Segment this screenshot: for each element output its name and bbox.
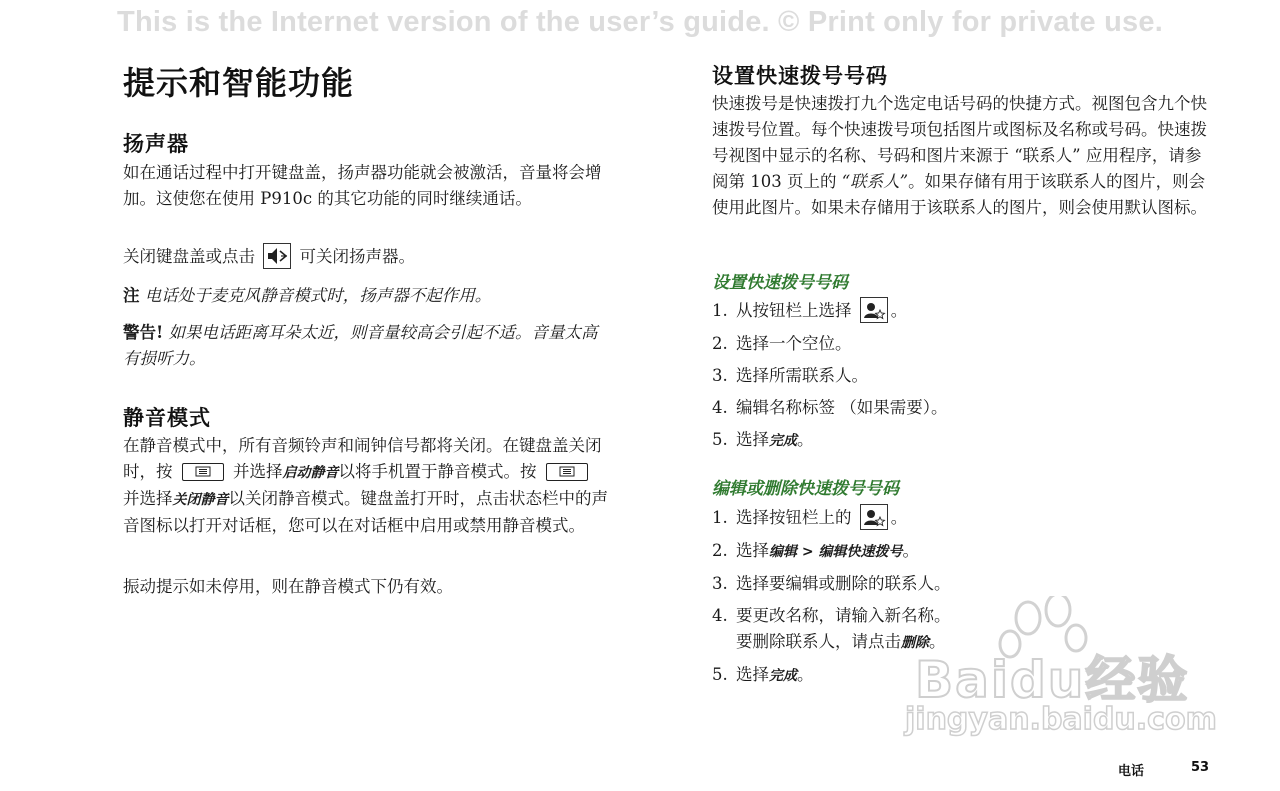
- deactivate-silent-command: 关闭静音: [172, 492, 229, 508]
- step-text: 选择: [736, 429, 769, 449]
- menu-key-icon: [546, 463, 588, 481]
- set-speed-dial-subheading: 设置快速拨号号码: [712, 273, 848, 293]
- internet-version-watermark: This is the Internet version of the user’s guide. © Print only for private use.: [117, 6, 1163, 38]
- speed-dial-intro-text: 快速拨号是快速拨打九个选定电话号码的快捷方式。视图包含九个快速拨号位置。每个快速拨号项包括图片或图标及名称或号码。快速拨号视图中显示的名称、号码和图片来源于 “联系人” 应用程序，请参阅第 103 页上的: [712, 94, 1207, 191]
- step-text-end: 。: [797, 664, 814, 684]
- list-item: [712, 505, 1212, 532]
- silent-mode-heading: 静音模式: [123, 406, 211, 430]
- done-command: 完成: [769, 667, 797, 684]
- speaker-heading: 扬声器: [123, 132, 189, 156]
- list-item: [712, 571, 1212, 597]
- step-text-end: 。: [890, 508, 908, 527]
- step-number: 4.: [712, 605, 728, 625]
- list-item: [712, 538, 1212, 565]
- list-item: [712, 363, 1212, 389]
- step-number: 5.: [712, 664, 728, 684]
- step-text-end: 。: [797, 429, 814, 449]
- list-item: [712, 395, 1212, 421]
- note-text: 电话处于麦克风静音模式时，扬声器不起作用。: [144, 286, 492, 305]
- step-text-end: 。: [929, 631, 946, 651]
- step-number: 3.: [712, 573, 728, 593]
- edit-delete-speed-dial-subheading: 编辑或删除快速拨号号码: [712, 479, 899, 499]
- list-item: [712, 427, 1212, 454]
- speed-dial-icon: [860, 297, 888, 323]
- step-text: 选择所需联系人。: [736, 365, 868, 385]
- list-item: [712, 331, 1212, 357]
- speaker-close-text: 关闭键盘盖或点击: [123, 247, 255, 266]
- silent-text-3: 以将手机置于静音模式。按: [338, 462, 537, 481]
- step-number: 5.: [712, 429, 728, 449]
- speed-dial-intro: [712, 91, 1210, 221]
- step-text-end: 。: [902, 540, 919, 560]
- speaker-close-paragraph: [123, 244, 613, 271]
- baidu-url-watermark: jingyan.baidu.com: [905, 702, 1217, 737]
- done-command: 完成: [769, 432, 797, 449]
- delete-command: 删除: [901, 634, 929, 651]
- baidu-jingyan-watermark: Baidu经验: [915, 651, 1190, 709]
- silent-text-1: 在静音模式中，所有音频铃声和闹钟信号都将关闭。在键盘盖关闭时，按: [123, 436, 602, 481]
- step-number: 2.: [712, 333, 728, 353]
- silent-text-5: 以关闭静音模式。键盘盖打开时，点击状态栏中的声音图标以打开对话框，您可以在对话框中启用或禁用静音模式。: [123, 489, 608, 535]
- speed-dial-intro-text-end: 。如果存储有用于该联系人的图片，则会使用此图片。如果未存储用于该联系人的图片，则会使用默认图标。: [712, 172, 1207, 217]
- silent-text-2: 并选择: [233, 462, 283, 481]
- silent-text-4: 并选择: [123, 489, 173, 508]
- contacts-reference: “联系人”: [841, 172, 909, 191]
- step-number: 3.: [712, 365, 728, 385]
- warning-text: 如果电话距离耳朵太近，则音量较高会引起不适。音量太高有损听力。: [123, 323, 598, 368]
- step-text: 选择按钮栏上的: [736, 508, 852, 527]
- step-number: 2.: [712, 540, 728, 560]
- set-speed-dial-steps: [712, 298, 1212, 460]
- speed-dial-icon: [860, 504, 888, 530]
- step-text: 要更改名称，请输入新名称。: [736, 605, 951, 625]
- footer-section-name: 电话: [1118, 764, 1145, 779]
- step-number: 4.: [712, 397, 728, 417]
- speaker-mute-icon: [263, 243, 291, 269]
- step-text: 选择: [736, 664, 769, 684]
- step-number: 1.: [712, 301, 728, 320]
- warning-label: 警告!: [123, 323, 164, 342]
- silent-mode-paragraph: [123, 433, 613, 539]
- speed-dial-heading: 设置快速拨号号码: [712, 64, 888, 88]
- page-title: 提示和智能功能: [123, 64, 355, 102]
- note: [123, 283, 613, 309]
- step-text: 编辑名称标签 （如果需要）。: [736, 397, 948, 417]
- list-item: [712, 298, 1212, 325]
- step-text-line2: 要删除联系人，请点击: [736, 631, 901, 651]
- step-text: 选择: [736, 540, 769, 560]
- step-text: 选择要编辑或删除的联系人。: [736, 573, 951, 593]
- step-text: 从按钮栏上选择: [736, 301, 852, 320]
- step-number: 1.: [712, 508, 728, 527]
- menu-key-icon: [182, 463, 224, 481]
- step-text: 选择一个空位。: [736, 333, 852, 353]
- activate-silent-command: 启动静音: [282, 465, 339, 481]
- page-number: 53: [1191, 760, 1210, 775]
- note-label: 注: [123, 286, 140, 305]
- edit-speed-dial-command: 编辑 > 编辑快速拨号: [769, 543, 903, 560]
- vibration-paragraph: 振动提示如未停用，则在静音模式下仍有效。: [123, 577, 453, 596]
- warning: [123, 320, 613, 372]
- step-text-end: 。: [890, 301, 908, 320]
- speaker-close-text-end: 可关闭扬声器。: [299, 247, 415, 266]
- speaker-paragraph: 如在通话过程中打开键盘盖，扬声器功能就会被激活，音量将会增加。这使您在使用 P910c 的其它功能的同时继续通话。: [123, 163, 602, 208]
